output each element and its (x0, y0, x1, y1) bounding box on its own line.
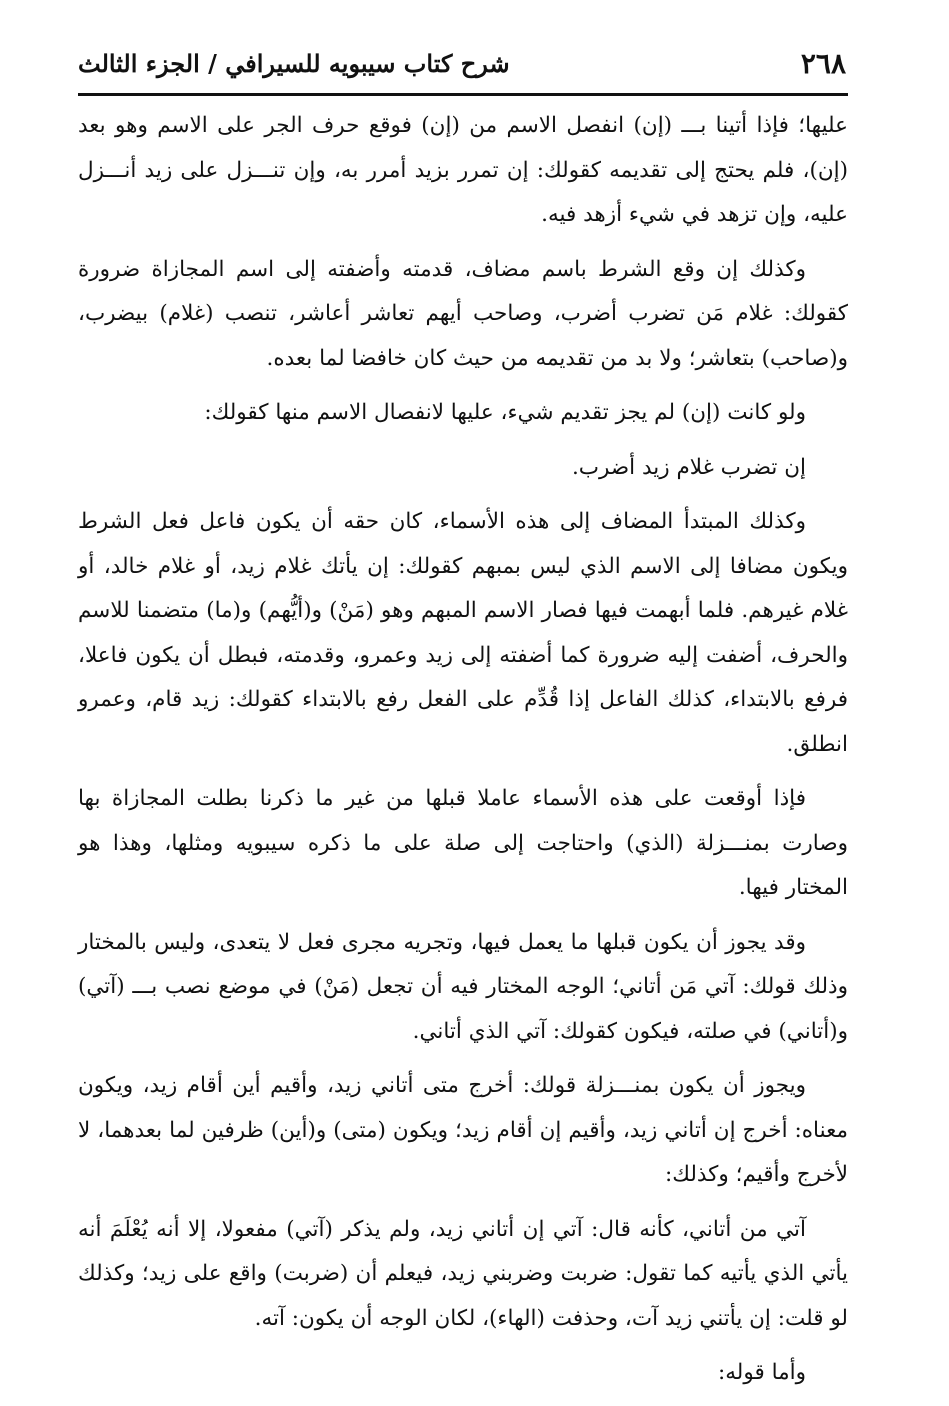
page-header (78, 40, 848, 92)
paragraph: آتي من أتاني، كأنه قال: آتي إن أتاني زيد، ولم يذكر (آتي) مفعولا، إلا أنه يُعْلَمَ أنه يأتي الذي يأتيه كما تقول: ضربت وضربني زيد، فيعلم أن (ضربت) واقع على زيد؛ وكذلك لو قلت: إن يأتني زيد آت، وحذفت (الهاء)، لكان الوجه أن يكون: آته. (78, 1216, 848, 1331)
header-rule (78, 93, 848, 96)
paragraph: ولو كانت (إن) لم يجز تقديم شيء، عليها لانفصال الاسم منها كقولك: (204, 400, 806, 425)
paragraph: وكذلك المبتدأ المضاف إلى هذه الأسماء، كان حقه أن يكون فاعل فعل الشرط ويكون مضافا إلى الاسم الذي ليس بمبهم كقولك: إن يأتك غلام زيد، أو غلام خالد، أو غلام غيرهم. فلما أبهمت فيها فصار الاسم المبهم وهو (مَنْ) و(أيُّهم) و(ما) متضمنا للاسم والحرف، أضفت إليه ضرورة كما أضفته إلى زيد وعمرو، وقدمته، فبطل أن يكون فاعلا، فرفع بالابتداء، كذلك الفاعل إذا قُدِّم على الفعل رفع بالابتداء كقولك: زيد قام، وعمرو انطلق. (78, 509, 848, 757)
page-number: ٢٦٨ (800, 47, 846, 80)
paragraph: عليها؛ فإذا أتينا بـــ (إن) انفصل الاسم من (إن) فوقع حرف الجر على الاسم وهو بعد (إن)، فلم يحتج إلى تقديمه كقولك: إن تمرر بزيد أمرر به، وإن تنـــزل على زيد أنـــزل عليه، وإن تزهد في شيء أزهد فيه. (78, 113, 848, 227)
paragraph: ويجوز أن يكون بمنـــزلة قولك: أخرج متى أتاني زيد، وأقيم أين أقام زيد، ويكون معناه: أخرج إن أتاني زيد، وأقيم إن أقام زيد؛ ويكون (متى) و(أين) ظرفين لما بعدهما، لا لأخرج وأقيم؛ وكذلك: (78, 1073, 848, 1187)
paragraph: إن تضرب غلام زيد أضرب. (571, 454, 806, 480)
paragraph: وأما قوله: (718, 1360, 806, 1385)
paragraph: وكذلك إن وقع الشرط باسم مضاف، قدمته وأضفته إلى اسم المجازاة ضرورة كقولك: غلام مَن تضرب أضرب، وصاحب أيهم تعاشر أعاشر، تنصب (غلام) بيضرب، و(صاحب) بتعاشر؛ ولا بد من تقديمه من حيث كان خافضا لما بعده. (78, 256, 848, 371)
paragraph: فإذا أوقعت على هذه الأسماء عاملا قبلها من غير ما ذكرنا بطلت المجازاة بها وصارت بمنـــزلة (الذي) واحتاجت إلى صلة على ما ذكره سيبويه ومثلها، وهذا هو المختار فيها. (78, 786, 848, 900)
running-title: شرح كتاب سيبويه للسيرافي / الجزء الثالث (78, 49, 510, 78)
body-text (78, 104, 848, 1406)
paragraph: وقد يجوز أن يكون قبلها ما يعمل فيها، وتجريه مجرى فعل لا يتعدى، وليس بالمختار وذلك قولك: آتي مَن أتاني؛ الوجه المختار فيه أن تجعل (مَنْ) في موضع نصب بـــ (آتي) و(أتاني) في صلته، فيكون كقولك: آتي الذي أتاني. (78, 929, 848, 1044)
